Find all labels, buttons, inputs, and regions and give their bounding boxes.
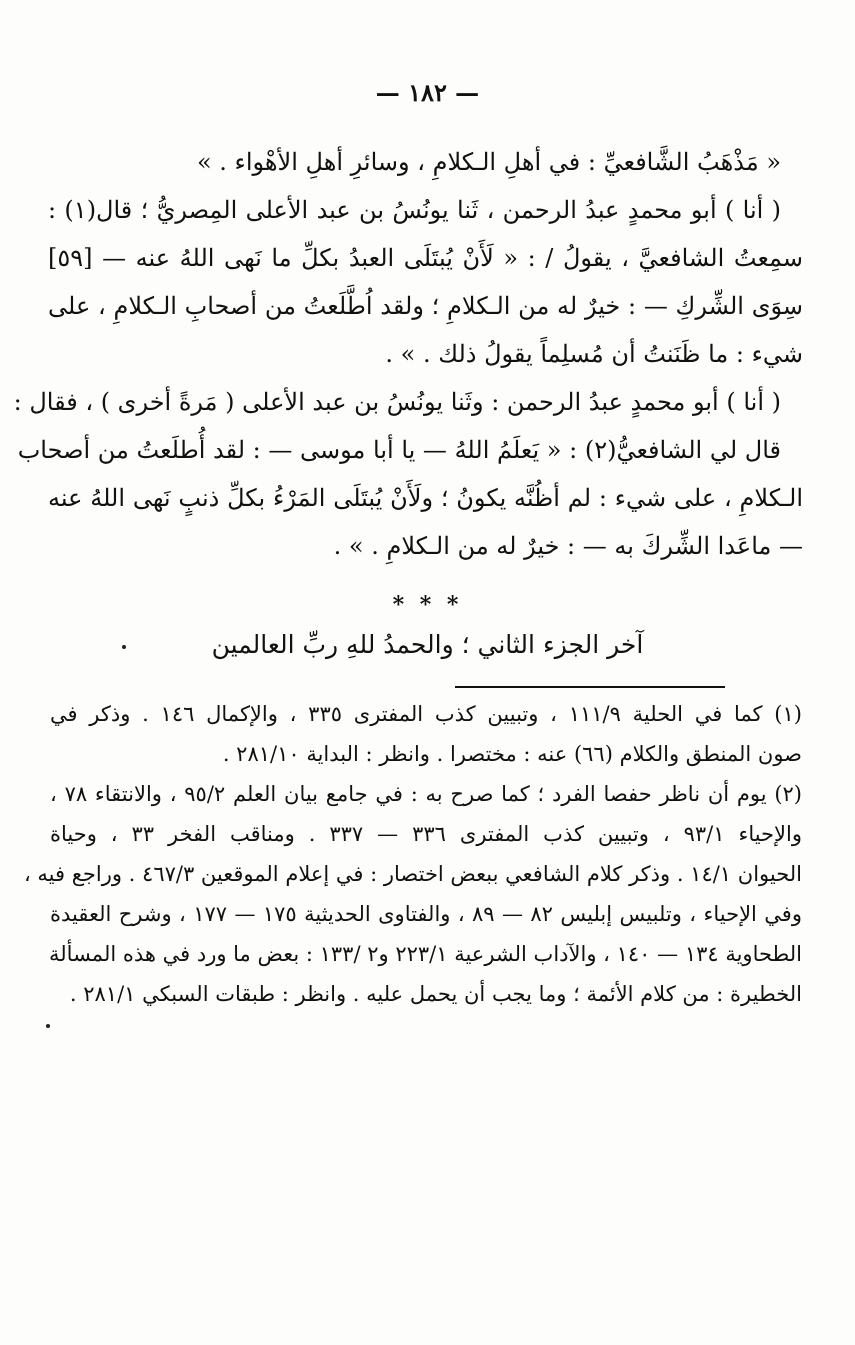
- print-speck: [122, 645, 126, 649]
- footnote-line: صون المنطق والكلام (٦٦) عنه : مختصرا . وانظر : البداية ٢٨١/١٠ .: [222, 742, 802, 766]
- text-line: الـكلامِ ، على شيء : لم أظُنَّه يكونُ ؛ ولَأَنْ يُبتَلَى المَرْءُ بكلِّ ذنبٍ نَهى اللهُ عنه: [48, 484, 803, 512]
- text-line: قال لي الشافعيُّ(٢) : « يَعلَمُ اللهُ — يا أبا موسى — : لقد أُطلَعتُ من أصحاب: [17, 436, 781, 464]
- footnote-rule: [455, 686, 725, 688]
- text-line: — ماعَدا الشِّركَ به — : خيرٌ له من الـكلامِ . » .: [333, 532, 803, 560]
- footnote-line: الخطيرة : من كلام الأئمة ؛ وما يجب أن يحمل عليه . وانظر : طبقات السبكي ٢٨١/١ .: [69, 982, 802, 1006]
- footnotes: [23, 694, 802, 1014]
- section-separator: * * *: [392, 592, 463, 618]
- text-line: سِوَى الشِّركِ — : خيرٌ له من الـكلامِ ؛ ولقد اُطَّلَعتُ من أصحابِ الـكلامِ ، على: [48, 292, 803, 320]
- closing-line: آخر الجزء الثاني ؛ والحمدُ للهِ ربِّ العالمين: [211, 630, 644, 659]
- text-line: ( أنا ) أبو محمدٍ عبدُ الرحمن ، ثَنا يونُسُ بن عبد الأعلى المِصريُّ ؛ قال(١) :: [48, 196, 782, 224]
- main-text: [13, 138, 803, 570]
- text-line: « مَذْهَبُ الشَّافعيِّ : في أهلِ الـكلامِ ، وسائرِ أهلِ الأهْواء . »: [196, 148, 781, 176]
- page-number: — ١٨٢ —: [375, 78, 480, 107]
- footnote-line: وفي الإحياء ، وتلبيس إبليس ٨٢ — ٨٩ ، والفتاوى الحديثية ١٧٥ — ١٧٧ ، وشرح العقيدة: [50, 902, 802, 926]
- text-line: شيء : ما ظَنَنتُ أن مُسلِماً يقولُ ذلك . » .: [385, 340, 803, 368]
- footnote-line: (١) كما في الحلية ١١١/٩ ، وتبيين كذب المفترى ٣٣٥ ، والإكمال ١٤٦ . وذكر في: [50, 702, 802, 726]
- footnote-line: الطحاوية ١٣٤ — ١٤٠ ، والآداب الشرعية ٢٢٣/١ و٢ /١٣٣ : بعض ما ورد في هذه المسألة: [49, 942, 802, 966]
- print-speck: [46, 1024, 50, 1028]
- text-line: ( أنا ) أبو محمدٍ عبدُ الرحمن : وثَنا يونُسُ بن عبد الأعلى ( مَرةً أخرى ) ، فقال :: [13, 388, 781, 416]
- footnote-line: والإحياء ٩٣/١ ، وتبيين كذب المفترى ٣٣٦ — ٣٣٧ . ومناقب الفخر ٣٣ ، وحياة: [50, 822, 802, 846]
- footnote-line: (٢) يوم أن ناظر حفصا الفرد ؛ كما صرح به : في جامع بيان العلم ٩٥/٢ ، والانتقاء ٧٨ ،: [50, 782, 802, 806]
- footnote-line: الحيوان ١٤/١ . وذكر كلام الشافعي ببعض اختصار : في إعلام الموقعين ٤٦٧/٣ . وراجع فيه ،: [23, 862, 802, 886]
- text-line: سمِعتُ الشافعيَّ ، يقولُ / : « لَأَنْ يُبتَلَى العبدُ بكلِّ ما نَهى اللهُ عنه — [٥٩]: [48, 244, 803, 272]
